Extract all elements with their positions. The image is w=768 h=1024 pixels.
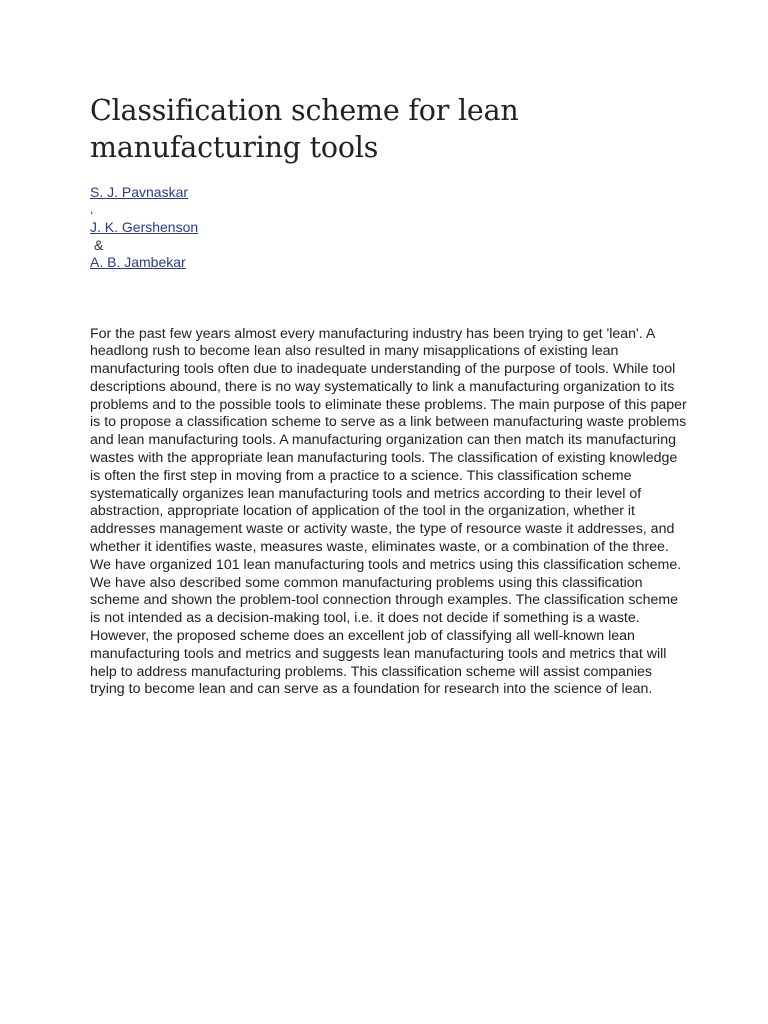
author-link-jambekar[interactable]: A. B. Jambekar [90, 254, 186, 270]
abstract-paragraph: For the past few years almost every manufacturing industry has been trying to get 'lean'. A headlong rush to become lean also resulted in many misapplications of existing lean manufacturing tools often due to inadequate understanding of the purpose of tools. While tool descriptions abound, there is no way systematically to link a manufacturing organization to its problems and to the possible tools to eliminate these problems. The main purpose of this paper is to propose a classification scheme to serve as a link between manufacturing waste problems and lean manufacturing tools. A manufacturing organization can then match its manufacturing wastes with the appropriate lean manufacturing tools. The classification of existing knowledge is often the first step in moving from a practice to a science. This classification scheme systematically organizes lean manufacturing tools and metrics according to their level of abstraction, appropriate location of application of the tool in the organization, whether it addresses management waste or activity waste, the type of resource waste it addresses, and whether it identifies waste, measures waste, eliminates waste, or a combination of the three. We have organized 101 lean manufacturing tools and metrics using this classification scheme. We have also described some common manufacturing problems using this classification scheme and shown the problem-tool connection through examples. The classification scheme is not intended as a decision-making tool, i.e. it does not decide if something is a waste. However, the proposed scheme does an excellent job of classifying all well-known lean manufacturing tools and metrics and suggests lean manufacturing tools and metrics that will help to address manufacturing problems. This classification scheme will assist companies trying to become lean and can serve as a foundation for research into the science of lean. [90, 325, 687, 698]
author-1 [90, 184, 690, 202]
author-link-pavnaskar[interactable]: S. J. Pavnaskar [90, 184, 189, 200]
author-2 [90, 219, 690, 237]
author-link-gershenson[interactable]: J. K. Gershenson [90, 219, 199, 235]
document-page [90, 92, 690, 699]
document-title: Classification scheme for lean manufacturing tools [90, 94, 519, 164]
author-3 [90, 254, 690, 272]
author-separator-ampersand: & [94, 236, 104, 253]
author-separator-comma: , [90, 201, 94, 216]
author-list [90, 184, 690, 272]
